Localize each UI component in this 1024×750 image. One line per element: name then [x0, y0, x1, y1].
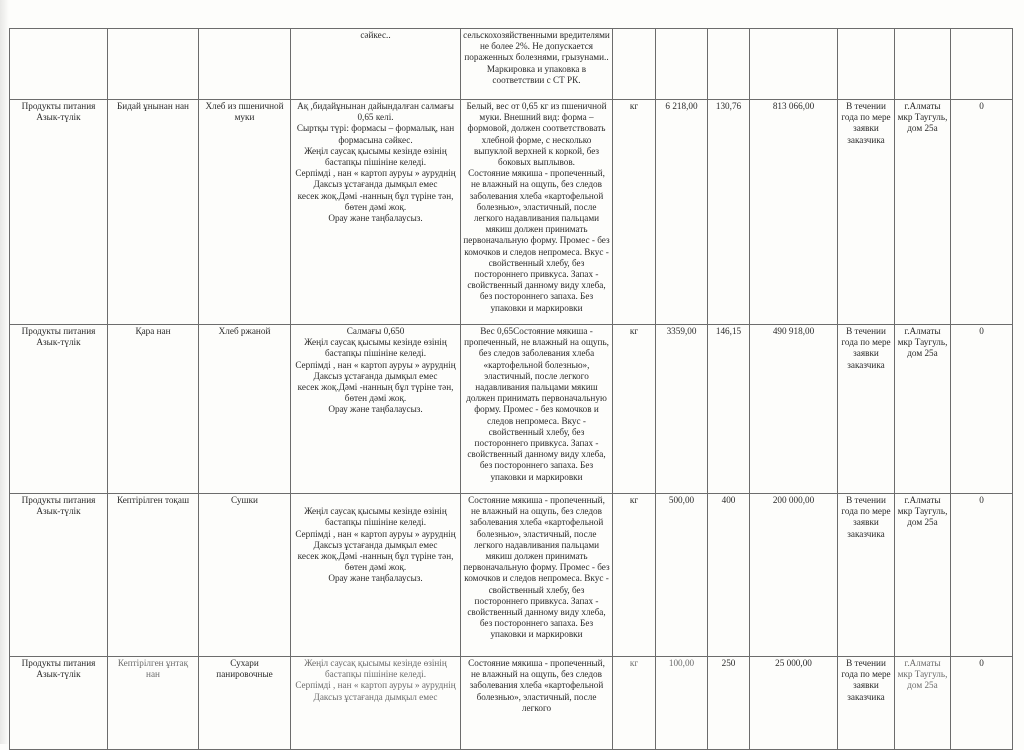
unit-cell	[613, 29, 656, 100]
spec-ru-cell: Вес 0,65Состояние мякиша - пропеченный, не влажный на ощупь, без следов заболевания хлеба «картофельной болезнью», эластичный, после легкого надавливания пальцами мякиш должен принимать первоначальную форму. Промес - без комочков и следов непромеса. Вкус - свойственный хлебу, без постороннего привкуса. Запах - свойственный данному виду хлеба, без постороннего запаха. Без упаковки и маркировки	[461, 325, 613, 494]
name-kz-cell: Кептірілген тоқаш	[108, 494, 199, 657]
table-row	[10, 29, 1013, 100]
name-ru-cell: Хлеб из пшеничной муки	[199, 100, 291, 325]
table-row	[10, 657, 1013, 750]
category-cell: Продукты питания Азык-түлік	[10, 100, 108, 325]
spec-kz-cell: Ақ ,бидайұнынан дайындалған салмағы 0,65 келі. Сыртқы түрі: формасы – формалық, нан формасына сәйкес. Жеңіл саусақ қысымы кезінде өзінің бастапқы пішініне келеді. Серпімді , нан « картоп ауруы » ауруднің Даксыз ұстағанда дымқыл емес кесек жоқ.Дәмі -нанның бұл түріне тән, бөтен дәмі жоқ. Орау және таңбалаусыз.	[291, 100, 461, 325]
table-row	[10, 100, 1013, 325]
unit-cell: кг	[613, 325, 656, 494]
term-cell: В течении года по мере заявки заказчика	[838, 325, 895, 494]
procurement-table	[9, 28, 1013, 750]
sum-cell: 25 000,00	[750, 657, 838, 750]
name-kz-cell: Бидай ұнынан нан	[108, 100, 199, 325]
place-cell: г.Алматы мкр Таугуль, дом 25а	[895, 325, 951, 494]
sum-cell: 813 066,00	[750, 100, 838, 325]
unit-cell: кг	[613, 100, 656, 325]
page-edge-shadow	[0, 0, 9, 744]
place-cell: г.Алматы мкр Таугуль, дом 25а	[895, 494, 951, 657]
price-cell: 400	[708, 494, 750, 657]
unit-cell: кг	[613, 657, 656, 750]
spec-ru-cell: сельскохозяйственными вредителями не более 2%. Не допускается пораженных болезнями, грызунами.. Маркировка и упаковка в соответствии с СТ РК.	[461, 29, 613, 100]
category-cell	[10, 29, 108, 100]
category-cell: Продукты питания Азык-түлік	[10, 325, 108, 494]
advance-cell: 0	[951, 100, 1013, 325]
price-cell	[708, 29, 750, 100]
spec-kz-cell: Салмағы 0,650 Жеңіл саусақ қысымы кезінде өзінің бастапқы пішініне келеді. Серпімді , нан « картоп ауруы » ауруднің Даксыз ұстағанда дымқыл емес кесек жоқ.Дәмі -нанның бұл түріне тән, бөтен дәмі жоқ. Орау және таңбалаусыз.	[291, 325, 461, 494]
price-cell: 250	[708, 657, 750, 750]
spec-kz-cell: Жеңіл саусақ қысымы кезінде өзінің бастапқы пішініне келеді. Серпімді , нан « картоп ауруы » ауруднің Даксыз ұстағанда дымқыл емес	[291, 657, 461, 750]
name-ru-cell: Сушки	[199, 494, 291, 657]
name-ru-cell: Сухари панировочные	[199, 657, 291, 750]
qty-cell: 100,00	[656, 657, 708, 750]
name-ru-cell: Хлеб ржаной	[199, 325, 291, 494]
unit-cell: кг	[613, 494, 656, 657]
place-cell: г.Алматы мкр Таугуль, дом 25а	[895, 100, 951, 325]
spec-ru-cell: Состояние мякиша - пропеченный, не влажный на ощупь, без следов заболевания хлеба «картофельной болезнью», эластичный, после легкого	[461, 657, 613, 750]
name-ru-cell	[199, 29, 291, 100]
spec-kz-cell: Жеңіл саусақ қысымы кезінде өзінің бастапқы пішініне келеді. Серпімді , нан « картоп ауруы » ауруднің Даксыз ұстағанда дымқыл емес кесек жоқ.Дәмі -нанның бұл түріне тән, бөтен дәмі жоқ. Орау және таңбалаусыз.	[291, 494, 461, 657]
advance-cell: 0	[951, 325, 1013, 494]
term-cell: В течении года по мере заявки заказчика	[838, 100, 895, 325]
sum-cell: 490 918,00	[750, 325, 838, 494]
place-cell: г.Алматы мкр Таугуль, дом 25а	[895, 657, 951, 750]
category-cell: Продукты питания Азык-түлік	[10, 657, 108, 750]
name-kz-cell	[108, 29, 199, 100]
qty-cell	[656, 29, 708, 100]
table-row	[10, 325, 1013, 494]
category-cell: Продукты питания Азык-түлік	[10, 494, 108, 657]
qty-cell: 500,00	[656, 494, 708, 657]
sum-cell	[750, 29, 838, 100]
spec-ru-cell: Состояние мякиша - пропеченный, не влажный на ощупь, без следов заболевания хлеба «картофельной болезнью», эластичный, после легкого надавливания пальцами мякиш должен принимать первоначальную форму. Промес - без комочков и следов непромеса. Вкус - свойственный хлебу, без постороннего привкуса. Запах - свойственный данному виду хлеба, без постороннего запаха. Без упаковки и маркировки	[461, 494, 613, 657]
place-cell	[895, 29, 951, 100]
price-cell: 146,15	[708, 325, 750, 494]
name-kz-cell: Кептірілген ұнтақ нан	[108, 657, 199, 750]
name-kz-cell: Қара нан	[108, 325, 199, 494]
sum-cell: 200 000,00	[750, 494, 838, 657]
term-cell: В течении года по мере заявки заказчика	[838, 657, 895, 750]
spec-ru-cell: Белый, вес от 0,65 кг из пшеничной муки. Внешний вид: форма – формовой, должен соответствовать хлебной форме, с несколько выпуклой верхней к коркой, без боковых выплывов. Состояние мякиша - пропеченный, не влажный на ощупь, без следов заболевания хлеба «картофельной болезнью», эластичный, после легкого надавливания пальцами мякиш должен принимать первоначальную форму. Промес - без комочков и следов непромеса. Вкус - свойственный хлебу, без постороннего привкуса. Запах - свойственный данному виду хлеба, без постороннего запаха. Без упаковки и маркировки	[461, 100, 613, 325]
table-row	[10, 494, 1013, 657]
advance-cell	[951, 29, 1013, 100]
term-cell	[838, 29, 895, 100]
qty-cell: 3359,00	[656, 325, 708, 494]
term-cell: В течении года по мере заявки заказчика	[838, 494, 895, 657]
spec-kz-cell: сәйкес..	[291, 29, 461, 100]
advance-cell: 0	[951, 494, 1013, 657]
qty-cell: 6 218,00	[656, 100, 708, 325]
price-cell: 130,76	[708, 100, 750, 325]
advance-cell: 0	[951, 657, 1013, 750]
